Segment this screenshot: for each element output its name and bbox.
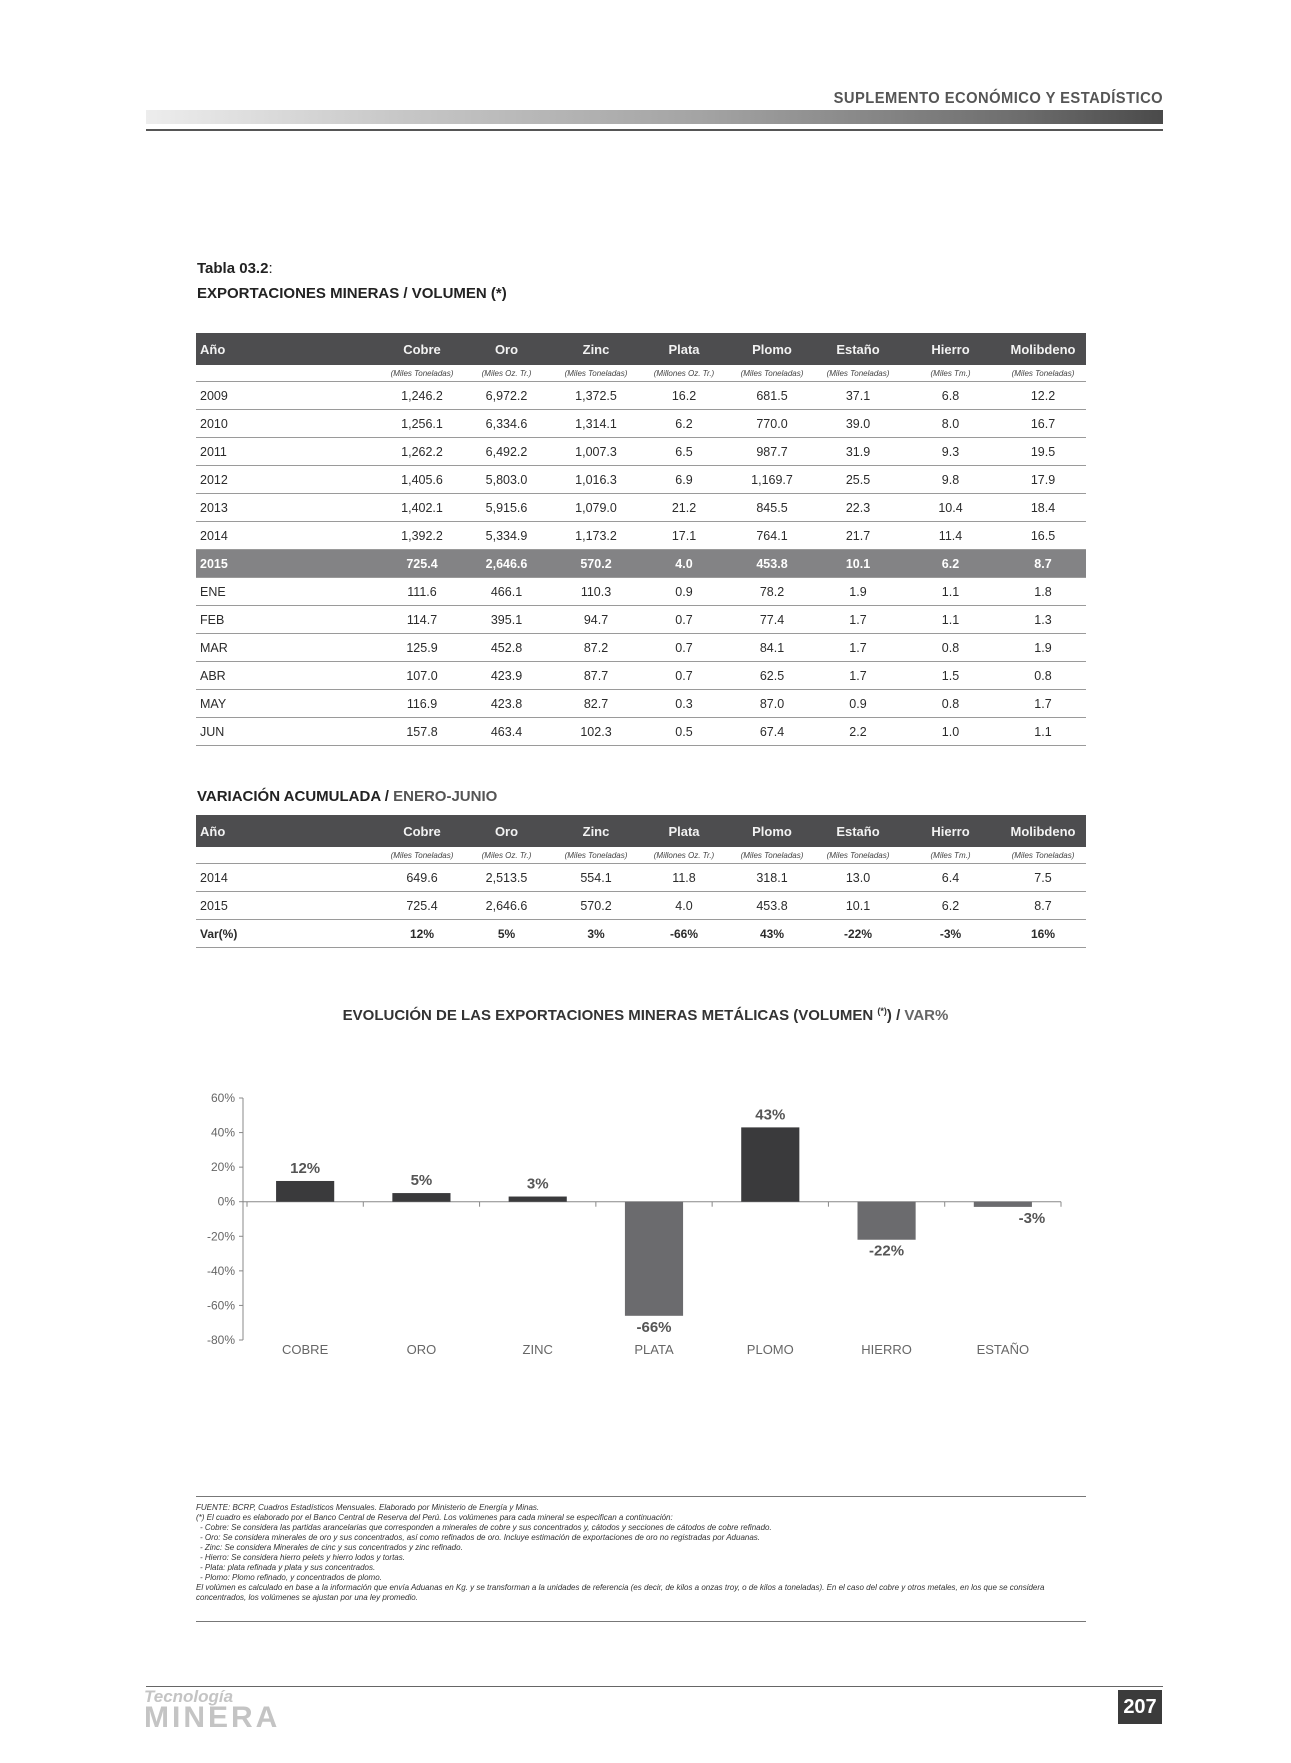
data-cell: 764.1 <box>729 522 815 550</box>
y-tick-label: 0% <box>217 1194 235 1209</box>
data-cell: 10.1 <box>815 892 901 920</box>
note-line: - Hierro: Se considera hierro pelets y hierro lodos y tortas. <box>200 1553 405 1562</box>
data-cell: 16.2 <box>639 382 729 410</box>
y-tick-label: 40% <box>210 1125 235 1140</box>
note-line: - Plata: plata refinada y plata y sus concentrados. <box>200 1563 376 1572</box>
column-header: Zinc <box>553 815 639 847</box>
data-cell: 554.1 <box>553 864 639 892</box>
data-cell: 17.1 <box>639 522 729 550</box>
category-label: PLATA <box>634 1342 674 1357</box>
data-cell: 1,314.1 <box>553 410 639 438</box>
data-cell: 6.8 <box>901 382 1000 410</box>
data-cell: 0.3 <box>639 690 729 718</box>
data-cell: 110.3 <box>553 578 639 606</box>
bar <box>509 1197 567 1202</box>
data-cell: 13.0 <box>815 864 901 892</box>
data-cell: 12.2 <box>1000 382 1086 410</box>
data-cell: 6,492.2 <box>460 438 553 466</box>
data-cell: 5,334.9 <box>460 522 553 550</box>
row-label: MAY <box>196 690 276 718</box>
y-tick-label: -60% <box>206 1298 235 1313</box>
data-cell: 16.5 <box>1000 522 1086 550</box>
table-row <box>196 410 1086 438</box>
column-header: Oro <box>460 815 553 847</box>
column-header: Año <box>196 815 276 847</box>
column-header-spacer <box>276 815 384 847</box>
data-cell: 6.2 <box>901 550 1000 578</box>
data-cell: 1,405.6 <box>384 466 460 494</box>
category-label: ORO <box>406 1342 437 1357</box>
data-cell: 12% <box>384 920 460 948</box>
bar <box>741 1127 799 1201</box>
data-cell: -66% <box>639 920 729 948</box>
spacer-cell <box>276 410 384 438</box>
data-cell: 0.8 <box>901 690 1000 718</box>
chart-title: EVOLUCIÓN DE LAS EXPORTACIONES MINERAS METÁLICAS (VOLUMEN (*)) / VAR% <box>342 1006 949 1024</box>
data-cell: 1,402.1 <box>384 494 460 522</box>
data-cell: 8.7 <box>1000 892 1086 920</box>
data-cell: 1.8 <box>1000 578 1086 606</box>
variation-row <box>196 920 1086 948</box>
data-cell: 16.7 <box>1000 410 1086 438</box>
row-label: FEB <box>196 606 276 634</box>
spacer-cell <box>276 438 384 466</box>
spacer-cell <box>276 718 384 746</box>
row-label: 2014 <box>196 864 276 892</box>
data-cell: 0.7 <box>639 634 729 662</box>
column-header: Cobre <box>384 815 460 847</box>
data-cell: 318.1 <box>729 864 815 892</box>
note-line: - Oro: Se considera minerales de oro y sus concentrados, así como refinados de oro. Incluye estimación de exportaciones de oro no registradas por Aduanas. <box>200 1533 761 1542</box>
data-cell: 78.2 <box>729 578 815 606</box>
data-cell: 11.8 <box>639 864 729 892</box>
row-label: ABR <box>196 662 276 690</box>
data-cell: 987.7 <box>729 438 815 466</box>
data-cell: 2.2 <box>815 718 901 746</box>
spacer-cell <box>276 864 384 892</box>
variation-table <box>196 815 1086 948</box>
bar <box>276 1181 334 1202</box>
data-cell: 6,972.2 <box>460 382 553 410</box>
y-tick-label: -20% <box>206 1229 235 1244</box>
data-cell: 0.5 <box>639 718 729 746</box>
running-header: SUPLEMENTO ECONÓMICO Y ESTADÍSTICO <box>833 90 1163 107</box>
category-label: HIERRO <box>861 1342 912 1357</box>
row-label: MAR <box>196 634 276 662</box>
data-label: -66% <box>636 1318 672 1336</box>
row-label: 2012 <box>196 466 276 494</box>
y-tick-label: 60% <box>210 1091 235 1105</box>
data-label: -3% <box>1018 1209 1046 1227</box>
row-label: ENE <box>196 578 276 606</box>
data-cell: 16% <box>1000 920 1086 948</box>
row-label: 2015 <box>196 550 276 578</box>
variation-bar-chart <box>195 1090 1095 1360</box>
bar <box>858 1202 916 1240</box>
data-cell: 1,007.3 <box>553 438 639 466</box>
unit-cell: (Miles Toneladas) <box>384 365 460 382</box>
data-cell: 3% <box>553 920 639 948</box>
row-label: 2011 <box>196 438 276 466</box>
spacer-cell <box>276 522 384 550</box>
data-cell: 10.1 <box>815 550 901 578</box>
data-cell: 1,169.7 <box>729 466 815 494</box>
unit-cell: (Miles Toneladas) <box>1000 847 1086 864</box>
unit-cell: (Miles Toneladas) <box>729 847 815 864</box>
data-cell: 39.0 <box>815 410 901 438</box>
data-cell: 453.8 <box>729 892 815 920</box>
data-cell: 452.8 <box>460 634 553 662</box>
data-cell: 82.7 <box>553 690 639 718</box>
data-cell: 1,016.3 <box>553 466 639 494</box>
y-tick-label: -80% <box>206 1333 235 1347</box>
data-cell: 77.4 <box>729 606 815 634</box>
data-cell: 157.8 <box>384 718 460 746</box>
table-row <box>196 718 1086 746</box>
column-header: Hierro <box>901 333 1000 365</box>
data-cell: 84.1 <box>729 634 815 662</box>
data-cell: 4.0 <box>639 892 729 920</box>
spacer-cell <box>276 550 384 578</box>
data-cell: 18.4 <box>1000 494 1086 522</box>
unit-cell <box>196 847 276 864</box>
column-header: Molibdeno <box>1000 815 1086 847</box>
source-notes <box>196 1503 1086 1603</box>
table-row <box>196 438 1086 466</box>
data-cell: 0.9 <box>639 578 729 606</box>
data-cell: 423.8 <box>460 690 553 718</box>
data-cell: 6.5 <box>639 438 729 466</box>
table-row <box>196 578 1086 606</box>
column-header: Año <box>196 333 276 365</box>
data-cell: 1.9 <box>815 578 901 606</box>
data-cell: 21.2 <box>639 494 729 522</box>
data-cell: 17.9 <box>1000 466 1086 494</box>
data-cell: 87.0 <box>729 690 815 718</box>
variation-title: VARIACIÓN ACUMULADA / ENERO-JUNIO <box>197 788 498 805</box>
data-cell: 6,334.6 <box>460 410 553 438</box>
unit-cell <box>196 365 276 382</box>
unit-cell: (Miles Toneladas) <box>384 847 460 864</box>
data-cell: 11.4 <box>901 522 1000 550</box>
column-header: Estaño <box>815 815 901 847</box>
unit-cell: (Miles Toneladas) <box>1000 365 1086 382</box>
data-cell: 87.2 <box>553 634 639 662</box>
unit-cell: (Miles Toneladas) <box>553 365 639 382</box>
unit-cell: (Miles Tm.) <box>901 847 1000 864</box>
data-label: 43% <box>755 1106 786 1124</box>
data-cell: 2,513.5 <box>460 864 553 892</box>
data-cell: 0.7 <box>639 662 729 690</box>
data-cell: 10.4 <box>901 494 1000 522</box>
data-cell: 1,246.2 <box>384 382 460 410</box>
column-header: Hierro <box>901 815 1000 847</box>
data-cell: 8.7 <box>1000 550 1086 578</box>
data-cell: 570.2 <box>553 892 639 920</box>
data-cell: 0.8 <box>901 634 1000 662</box>
header-rule <box>146 129 1163 131</box>
bar <box>974 1202 1032 1207</box>
data-cell: 5,803.0 <box>460 466 553 494</box>
spacer-cell <box>276 382 384 410</box>
data-cell: 2,646.6 <box>460 892 553 920</box>
row-label: 2010 <box>196 410 276 438</box>
variation-row <box>196 892 1086 920</box>
data-cell: 94.7 <box>553 606 639 634</box>
unit-cell: (Millones Oz. Tr.) <box>639 847 729 864</box>
column-header: Plomo <box>729 333 815 365</box>
data-cell: 4.0 <box>639 550 729 578</box>
data-cell: 570.2 <box>553 550 639 578</box>
exports-volume-table <box>196 333 1086 746</box>
table-row <box>196 634 1086 662</box>
row-label: Var(%) <box>196 920 276 948</box>
data-cell: 22.3 <box>815 494 901 522</box>
column-header: Plomo <box>729 815 815 847</box>
data-cell: 6.2 <box>639 410 729 438</box>
data-cell: 1.5 <box>901 662 1000 690</box>
table-row <box>196 550 1086 578</box>
note-final: El volúmen es calculado en base a la información que envía Aduanas en Kg. y se transforman a la unidades de referencia (es decir, de kilos a onzas troy, o de kilos a toneladas). En el caso del cobre y otros metales, en los que se considera concentrados, los volúmenes se ajustan por una ley promedio. <box>196 1583 1045 1602</box>
data-cell: 25.5 <box>815 466 901 494</box>
data-cell: 37.1 <box>815 382 901 410</box>
table-row <box>196 662 1086 690</box>
category-label: ESTAÑO <box>976 1342 1030 1357</box>
data-cell: 395.1 <box>460 606 553 634</box>
data-label: 12% <box>290 1159 321 1177</box>
data-cell: 1.3 <box>1000 606 1086 634</box>
data-cell: 725.4 <box>384 550 460 578</box>
category-label: COBRE <box>282 1342 329 1357</box>
row-label: 2014 <box>196 522 276 550</box>
page-number: 207 <box>1118 1690 1162 1724</box>
unit-cell: (Miles Toneladas) <box>815 365 901 382</box>
data-cell: 6.4 <box>901 864 1000 892</box>
table-row <box>196 382 1086 410</box>
data-cell: 31.9 <box>815 438 901 466</box>
spacer-cell <box>276 606 384 634</box>
data-cell: 87.7 <box>553 662 639 690</box>
data-cell: 1.9 <box>1000 634 1086 662</box>
unit-cell: (Miles Oz. Tr.) <box>460 365 553 382</box>
unit-cell: (Miles Toneladas) <box>815 847 901 864</box>
category-label: ZINC <box>522 1342 553 1357</box>
data-cell: -22% <box>815 920 901 948</box>
table-header-row <box>196 333 1086 365</box>
data-cell: 1.7 <box>815 606 901 634</box>
spacer-cell <box>276 578 384 606</box>
y-tick-label: -40% <box>206 1263 235 1278</box>
notes-bottom-rule <box>196 1621 1086 1622</box>
row-label: JUN <box>196 718 276 746</box>
units-row <box>196 847 1086 864</box>
y-tick-label: 20% <box>210 1160 235 1175</box>
data-cell: 102.3 <box>553 718 639 746</box>
note-line: - Plomo: Plomo refinado, y concentrados de plomo. <box>200 1573 382 1582</box>
data-label: -22% <box>869 1242 905 1260</box>
data-cell: 9.8 <box>901 466 1000 494</box>
data-cell: 1,262.2 <box>384 438 460 466</box>
data-cell: 114.7 <box>384 606 460 634</box>
data-cell: 1,173.2 <box>553 522 639 550</box>
data-cell: 62.5 <box>729 662 815 690</box>
data-cell: 7.5 <box>1000 864 1086 892</box>
data-cell: 845.5 <box>729 494 815 522</box>
data-cell: 423.9 <box>460 662 553 690</box>
column-header: Zinc <box>553 333 639 365</box>
column-header: Plata <box>639 815 729 847</box>
data-cell: -3% <box>901 920 1000 948</box>
column-header: Plata <box>639 333 729 365</box>
data-cell: 6.2 <box>901 892 1000 920</box>
data-cell: 125.9 <box>384 634 460 662</box>
data-label: 3% <box>526 1175 549 1193</box>
data-cell: 0.7 <box>639 606 729 634</box>
note-line: - Cobre: Se considera las partidas arancelarias que corresponden a minerales de cobre y sus concentrados y, cátodos y secciones de cátodos de cobre refinado. <box>200 1523 772 1532</box>
column-header: Estaño <box>815 333 901 365</box>
table-row <box>196 466 1086 494</box>
notes-top-rule <box>196 1496 1086 1497</box>
data-cell: 2,646.6 <box>460 550 553 578</box>
row-label: 2013 <box>196 494 276 522</box>
column-header: Oro <box>460 333 553 365</box>
note-line: - Zinc: Se considera Minerales de cinc y sus concentrados y zinc refinado. <box>200 1543 463 1552</box>
bar <box>625 1202 683 1316</box>
data-label: 5% <box>410 1172 433 1190</box>
spacer-cell <box>276 892 384 920</box>
data-cell: 43% <box>729 920 815 948</box>
row-label: 2009 <box>196 382 276 410</box>
spacer-cell <box>276 466 384 494</box>
footer-rule <box>146 1686 1163 1687</box>
table-row <box>196 606 1086 634</box>
spacer-cell <box>276 494 384 522</box>
data-cell: 1.0 <box>901 718 1000 746</box>
data-cell: 649.6 <box>384 864 460 892</box>
data-cell: 111.6 <box>384 578 460 606</box>
data-cell: 116.9 <box>384 690 460 718</box>
spacer-cell <box>276 634 384 662</box>
spacer-cell <box>276 920 384 948</box>
unit-cell: (Millones Oz. Tr.) <box>639 365 729 382</box>
unit-cell: (Miles Oz. Tr.) <box>460 847 553 864</box>
unit-spacer <box>276 847 384 864</box>
table-row <box>196 690 1086 718</box>
table-caption: Tabla 03.2: <box>197 260 273 277</box>
data-cell: 1,372.5 <box>553 382 639 410</box>
data-cell: 770.0 <box>729 410 815 438</box>
magazine-logo: Tecnología MINERA <box>144 1687 281 1734</box>
data-cell: 1.7 <box>1000 690 1086 718</box>
variation-row <box>196 864 1086 892</box>
data-cell: 19.5 <box>1000 438 1086 466</box>
data-cell: 725.4 <box>384 892 460 920</box>
column-header: Molibdeno <box>1000 333 1086 365</box>
data-cell: 1.1 <box>901 606 1000 634</box>
data-cell: 107.0 <box>384 662 460 690</box>
data-cell: 1.7 <box>815 662 901 690</box>
data-cell: 1.1 <box>1000 718 1086 746</box>
bar <box>392 1193 450 1202</box>
spacer-cell <box>276 690 384 718</box>
data-cell: 1.1 <box>901 578 1000 606</box>
table-header-row <box>196 815 1086 847</box>
table-row <box>196 522 1086 550</box>
data-cell: 466.1 <box>460 578 553 606</box>
column-header: Cobre <box>384 333 460 365</box>
data-cell: 8.0 <box>901 410 1000 438</box>
note-line: (*) El cuadro es elaborado por el Banco Central de Reserva del Perú. Los volúmenes para cada mineral se especifican a continuación: <box>196 1513 673 1522</box>
units-row <box>196 365 1086 382</box>
data-cell: 6.9 <box>639 466 729 494</box>
data-cell: 21.7 <box>815 522 901 550</box>
unit-cell: (Miles Toneladas) <box>553 847 639 864</box>
table-title: EXPORTACIONES MINERAS / VOLUMEN (*) <box>197 285 507 302</box>
data-cell: 1,392.2 <box>384 522 460 550</box>
data-cell: 1,256.1 <box>384 410 460 438</box>
data-cell: 5% <box>460 920 553 948</box>
data-cell: 0.9 <box>815 690 901 718</box>
spacer-cell <box>276 662 384 690</box>
data-cell: 463.4 <box>460 718 553 746</box>
unit-spacer <box>276 365 384 382</box>
data-cell: 681.5 <box>729 382 815 410</box>
data-cell: 67.4 <box>729 718 815 746</box>
row-label: 2015 <box>196 892 276 920</box>
category-label: PLOMO <box>746 1342 794 1357</box>
data-cell: 1.7 <box>815 634 901 662</box>
data-cell: 1,079.0 <box>553 494 639 522</box>
unit-cell: (Miles Toneladas) <box>729 365 815 382</box>
unit-cell: (Miles Tm.) <box>901 365 1000 382</box>
column-header-spacer <box>276 333 384 365</box>
table-row <box>196 494 1086 522</box>
note-line: FUENTE: BCRP, Cuadros Estadísticos Mensuales. Elaborado por Ministerio de Energía y Minas. <box>196 1503 540 1512</box>
data-cell: 0.8 <box>1000 662 1086 690</box>
data-cell: 5,915.6 <box>460 494 553 522</box>
data-cell: 9.3 <box>901 438 1000 466</box>
data-cell: 453.8 <box>729 550 815 578</box>
header-gradient-bar <box>146 110 1163 124</box>
